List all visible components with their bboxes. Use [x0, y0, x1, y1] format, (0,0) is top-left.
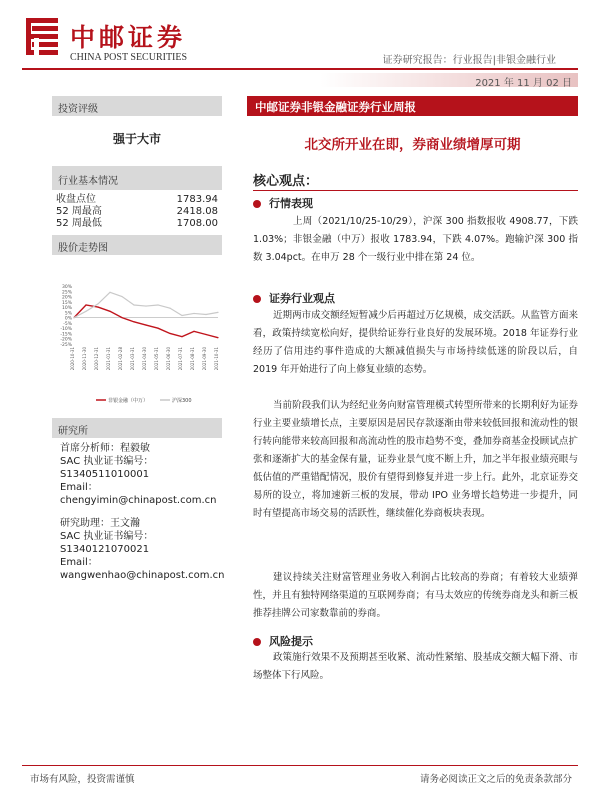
section-paragraph: 政策施行效果不及预期甚至收紧、流动性紧缩、股基成交额大幅下滑、市场整体下行风险。: [253, 652, 578, 681]
data-point: [97, 306, 98, 307]
stat-row: [56, 206, 218, 218]
legend-label: 沪深300: [172, 398, 192, 404]
stat-label: 52 周最高: [56, 206, 102, 217]
investment-rating: 强于大市: [112, 132, 161, 146]
x-tick-label: 2020-12-31: [94, 347, 99, 371]
data-point: [193, 313, 194, 314]
stat-value: 1783.94: [176, 194, 218, 205]
data-point: [97, 303, 98, 304]
footer-divider: [22, 765, 578, 766]
bullet-dot-icon: [253, 295, 261, 303]
research-institute-heading: 研究所: [52, 418, 222, 438]
data-point: [145, 305, 146, 306]
logo-chinese-name: 中邮证券: [70, 23, 187, 52]
y-tick-label: 15%: [61, 300, 72, 306]
report-header: [0, 0, 600, 90]
x-tick-label: 2021-07-31: [178, 347, 183, 371]
stat-label: 52 周最低: [56, 218, 102, 229]
data-point: [181, 336, 182, 337]
x-tick-label: 2021-09-30: [202, 347, 207, 371]
data-point: [133, 304, 134, 305]
stat-row: [56, 194, 218, 206]
y-tick-label: -25%: [60, 343, 72, 348]
data-point: [109, 311, 110, 312]
analyst-email-label: Email：: [60, 557, 98, 568]
y-tick-label: -10%: [60, 327, 72, 333]
china-post-logo-icon: [22, 14, 62, 58]
analyst-email-label: Email：: [60, 482, 98, 493]
x-tick-label: 2021-05-31: [154, 347, 159, 371]
data-point: [145, 324, 146, 325]
footer-disclaimer-note: 请务必阅读正文之后的免责条款部分: [419, 774, 572, 785]
stat-value: 1708.00: [176, 218, 218, 229]
stat-row: [56, 218, 218, 230]
x-tick-label: 2021-08-31: [190, 347, 195, 371]
x-tick-label: 2021-01-31: [106, 347, 111, 371]
x-tick-label: 2021-06-30: [166, 347, 171, 371]
y-tick-label: 10%: [61, 306, 72, 312]
header-divider: [22, 68, 578, 70]
x-tick-label: 2021-04-30: [142, 347, 147, 371]
data-point: [217, 312, 218, 313]
price-trend-heading: 股价走势图: [52, 235, 222, 255]
section-heading: [253, 633, 313, 649]
data-point: [205, 334, 206, 335]
y-tick-label: 5%: [64, 311, 72, 317]
report-category: 证券研究报告：行业报告|非银金融行业: [382, 55, 556, 66]
analyst-sac: SAC 执业证书编号：S1340511010001: [60, 456, 154, 480]
y-tick-label: 20%: [61, 295, 72, 301]
bullet-dot-icon: [253, 200, 261, 208]
bullet-dot-icon: [253, 638, 261, 646]
section-paragraph: 上周（2021/10/25-10/29），沪深 300 指数报收 4908.77，下跌 1.03%；非银金融（中万）报收 1783.94，下跌 4.07%。跑输沪深 300 指数 3.04pct。在申万 28 个一级行业中排在第 24 位。: [253, 216, 578, 263]
y-tick-label: -20%: [60, 337, 72, 343]
section-heading: [253, 290, 335, 306]
data-point: [217, 337, 218, 338]
analyst-info: [60, 442, 226, 582]
section-heading-text: 风险提示: [269, 635, 313, 648]
data-point: [121, 296, 122, 297]
report-date: 2021 年 11 月 02 日: [475, 78, 572, 89]
data-point: [169, 308, 170, 309]
rating-box: [52, 96, 222, 160]
data-point: [109, 292, 110, 293]
company-logo: [22, 14, 202, 70]
stat-label: 收盘点位: [56, 194, 96, 205]
data-point: [169, 333, 170, 334]
data-point: [157, 304, 158, 305]
x-tick-label: 2021-03-31: [130, 347, 135, 371]
footer-risk-note: 市场有风险，投资需谨慎: [30, 774, 135, 785]
y-tick-label: 30%: [61, 285, 72, 290]
data-point: [181, 315, 182, 316]
data-point: [193, 331, 194, 332]
rating-heading: 投资评级: [52, 96, 222, 116]
analyst-title: 首席分析师：程毅敏: [60, 443, 150, 454]
x-tick-label: 2020-11-30: [82, 347, 87, 371]
stat-value: 2418.08: [176, 206, 218, 217]
data-point: [73, 317, 74, 318]
y-tick-label: 0%: [64, 316, 72, 322]
y-tick-label: 25%: [61, 290, 72, 296]
section-paragraph: 当前阶段我们认为经纪业务向财富管理模式转型所带来的长期利好为证券行业主要业绩增长点，主要原因是居民存款逐渐由带来较低回报和流动性的银行转向能带来较高回报和高流动性的股市趋势不变，叠加券商基金投顾试点扩张和逐渐扩大的基金保有量，证券业景气度不断上升，加之半年报业绩亮眼与低估值的严重错配情况，股价有望得到修复并进一步上行。此外，北京证券交易所的设立，将加速新三板的发展，带动 IPO 业务增长趋势进一步提升，同时有望提高市场交易的活跃性，继续催化券商板块表现。: [253, 400, 578, 519]
section-heading-text: 行情表现: [269, 197, 313, 210]
report-series-banner: 中邮证券非银金融证券行业周报: [247, 96, 578, 116]
x-tick-label: 2020-10-31: [70, 347, 75, 371]
legend-label: 非银金融（中万）: [108, 398, 149, 404]
section-heading-text: 证券行业观点: [269, 292, 335, 305]
core-views-label: 核心观点：: [253, 174, 319, 189]
industry-basics-heading: 行业基本情况: [52, 166, 222, 190]
analyst-email[interactable]: chengyimin@chinapost.com.cn: [60, 495, 217, 506]
section-heading: [253, 195, 313, 211]
analyst-title: 研究助理：王文瀚: [60, 518, 140, 529]
analyst-sac: SAC 执业证书编号：S1340121070021: [60, 531, 154, 555]
y-tick-label: -15%: [60, 332, 72, 338]
x-tick-label: 2021-02-28: [118, 347, 123, 371]
core-divider: [253, 190, 578, 191]
data-point: [157, 328, 158, 329]
report-title: 北交所开业在即，券商业绩增厚可期: [304, 137, 521, 153]
series-line: [74, 305, 218, 338]
x-tick-label: 2021-10-31: [214, 347, 219, 371]
section-paragraph: 建议持续关注财富管理业务收入利润占比较高的券商；有着较大业绩弹性，并且有独特网络渠道的互联网券商；有马太效应的传统券商龙头和新三板推荐挂牌公司家数靠前的券商。: [253, 572, 578, 619]
series-line: [74, 292, 218, 317]
logo-english-name: CHINA POST SECURITIES: [70, 52, 188, 63]
price-trend-chart: [56, 282, 222, 408]
analyst-email[interactable]: wangwenhao@chinapost.com.cn: [60, 570, 225, 581]
data-point: [85, 304, 86, 305]
industry-stats: [56, 194, 218, 230]
data-point: [121, 317, 122, 318]
data-point: [133, 321, 134, 322]
data-point: [205, 314, 206, 315]
data-point: [85, 311, 86, 312]
y-tick-label: -5%: [63, 321, 72, 327]
section-paragraph: 近期两市成交额经短暂减少后再超过万亿规模，成交活跃。从监管方面来看，政策持续宽松向好，提供给证券行业良好的发展环境。2018 年证券行业经历了信用违约事件造成的大额减值损失与市场持续低迷的阶段以后，自 2019 年开始进行了向上修复业绩的态势。: [253, 310, 578, 375]
